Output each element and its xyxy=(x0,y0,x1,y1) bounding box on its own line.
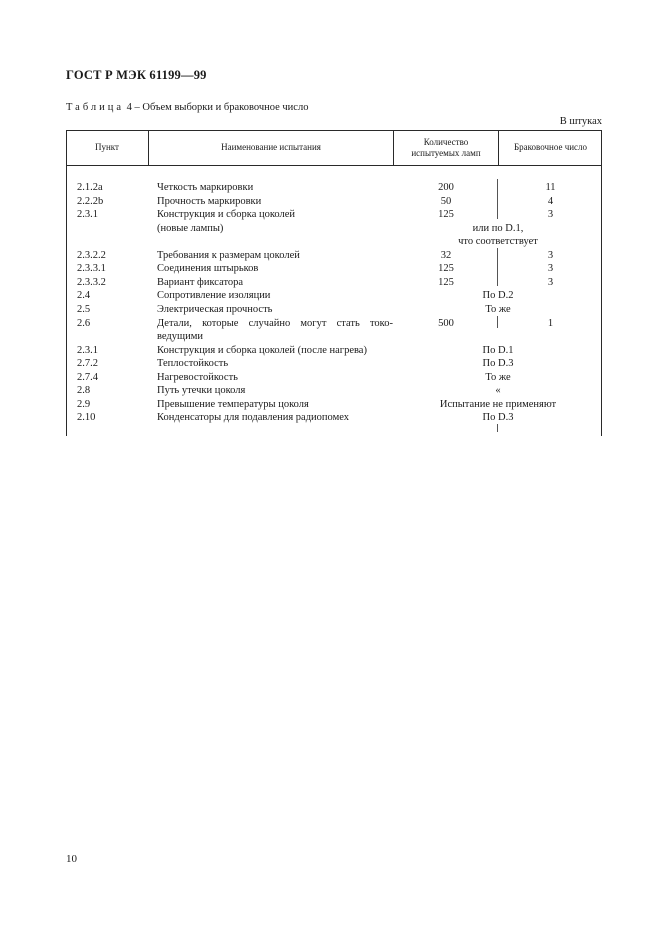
row-test-name: ведущими xyxy=(157,331,203,343)
table-row xyxy=(66,399,602,412)
row-item-number: 2.6 xyxy=(77,317,91,329)
row-test-name: Конденсаторы для подавления радиопомех xyxy=(157,412,350,424)
row-item-number: 2.8 xyxy=(77,385,91,397)
table-row xyxy=(66,331,602,344)
row-reject-number: 11 xyxy=(545,182,556,193)
caption-text: Объем выборки и браковочное число xyxy=(142,102,309,113)
row-reject-number: 3 xyxy=(547,263,554,275)
row-test-name: Конструкция и сборка цоколей xyxy=(157,209,296,221)
row-merged-value: То же xyxy=(485,371,511,383)
sample-size-table xyxy=(66,130,602,436)
row-item-number: 2.5 xyxy=(77,303,91,315)
column-tick-mark xyxy=(497,316,498,328)
table-row xyxy=(66,358,602,371)
row-test-name: Вариант фиксатора xyxy=(157,276,244,288)
row-item-number: 2.3.1 xyxy=(77,209,98,221)
row-test-name: Прочность маркировки xyxy=(157,195,262,207)
row-test-name: Четкость маркировки xyxy=(157,182,254,193)
column-header-item: Пункт xyxy=(94,142,119,152)
column-tick-mark xyxy=(497,424,498,432)
column-header-quantity-line1: Количество xyxy=(423,136,469,147)
row-merged-value: Испытание не применяют xyxy=(439,398,557,410)
row-merged-value: или по D.1, xyxy=(472,222,524,234)
table-row xyxy=(66,304,602,317)
table-caption xyxy=(66,102,308,113)
row-reject-number: 3 xyxy=(547,209,554,221)
row-quantity: 32 xyxy=(440,249,452,261)
row-test-name: Превышение температуры цоколя xyxy=(157,398,309,410)
row-merged-value: По D.1 xyxy=(482,344,514,356)
row-item-number: 2.7.2 xyxy=(77,358,98,370)
row-item-number: 2.7.4 xyxy=(77,371,98,383)
row-item-number: 2.3.3.1 xyxy=(77,263,106,275)
row-quantity: 125 xyxy=(438,276,454,288)
row-item-number: 2.2.2b xyxy=(77,195,104,207)
row-reject-number: 1 xyxy=(547,317,554,329)
row-test-name: Сопротивление изоляции xyxy=(157,290,271,302)
caption-label: Таблица xyxy=(66,102,125,113)
row-quantity: 200 xyxy=(438,182,454,193)
column-header-name: Наименование испытания xyxy=(221,142,321,152)
table-row xyxy=(66,236,602,249)
table-row xyxy=(66,318,602,331)
row-quantity: 125 xyxy=(438,209,454,221)
table-header-rule xyxy=(66,165,602,166)
row-test-name: Требования к размерам цоколей xyxy=(157,249,300,261)
table-row xyxy=(66,290,602,303)
table-row xyxy=(66,196,602,209)
row-item-number: 2.9 xyxy=(77,398,91,410)
table-row xyxy=(66,182,602,195)
row-test-name: (новые лампы) xyxy=(157,222,224,234)
row-item-number: 2.3.2.2 xyxy=(77,249,106,261)
row-item-number: 2.3.1 xyxy=(77,344,98,356)
table-row xyxy=(66,385,602,398)
row-merged-value: По D.3 xyxy=(482,412,514,424)
document-header: ГОСТ Р МЭК 61199—99 xyxy=(66,68,207,82)
row-quantity: 50 xyxy=(440,195,452,207)
table-row xyxy=(66,412,602,425)
row-merged-value: что соответствует xyxy=(458,236,538,248)
row-test-name: Нагревостойкость xyxy=(157,371,238,383)
row-quantity: 500 xyxy=(438,317,454,329)
row-merged-value: По D.2 xyxy=(482,290,514,302)
column-header-quantity-line2: испытуемых ламп xyxy=(411,147,481,158)
row-reject-number: 4 xyxy=(547,195,554,207)
column-header-reject: Браковочное число xyxy=(513,142,588,152)
page-number: 10 xyxy=(66,853,77,865)
row-test-name: Теплостойкость xyxy=(157,358,229,370)
row-item-number: 2.1.2а xyxy=(77,182,103,193)
table-row xyxy=(66,223,602,236)
row-item-number: 2.10 xyxy=(77,412,96,424)
table-row xyxy=(66,345,602,358)
caption-number: 4 xyxy=(126,102,132,113)
table-row xyxy=(66,209,602,222)
column-tick-mark xyxy=(497,179,498,219)
units-note: В штуках xyxy=(559,116,602,127)
row-test-name: Детали, которые случайно могут стать токо- xyxy=(157,317,393,329)
row-item-number: 2.4 xyxy=(77,290,91,302)
table-row xyxy=(66,250,602,263)
table-row xyxy=(66,372,602,385)
row-test-name: Конструкция и сборка цоколей (после нагрева) xyxy=(157,344,367,356)
column-header-quantity xyxy=(394,130,498,165)
row-test-name: Электрическая прочность xyxy=(157,303,273,315)
row-test-name: Соединения штырьков xyxy=(157,263,259,275)
row-test-name: Путь утечки цоколя xyxy=(157,385,246,397)
caption-dash: – xyxy=(134,102,140,113)
row-merged-value: По D.3 xyxy=(482,358,514,370)
row-item-number: 2.3.3.2 xyxy=(77,276,106,288)
row-merged-value: « xyxy=(495,385,501,397)
row-reject-number: 3 xyxy=(547,276,554,288)
table-row xyxy=(66,263,602,276)
column-tick-mark xyxy=(497,248,498,286)
row-reject-number: 3 xyxy=(547,249,554,261)
table-row xyxy=(66,277,602,290)
row-quantity: 125 xyxy=(438,263,454,275)
row-merged-value: То же xyxy=(485,303,511,315)
